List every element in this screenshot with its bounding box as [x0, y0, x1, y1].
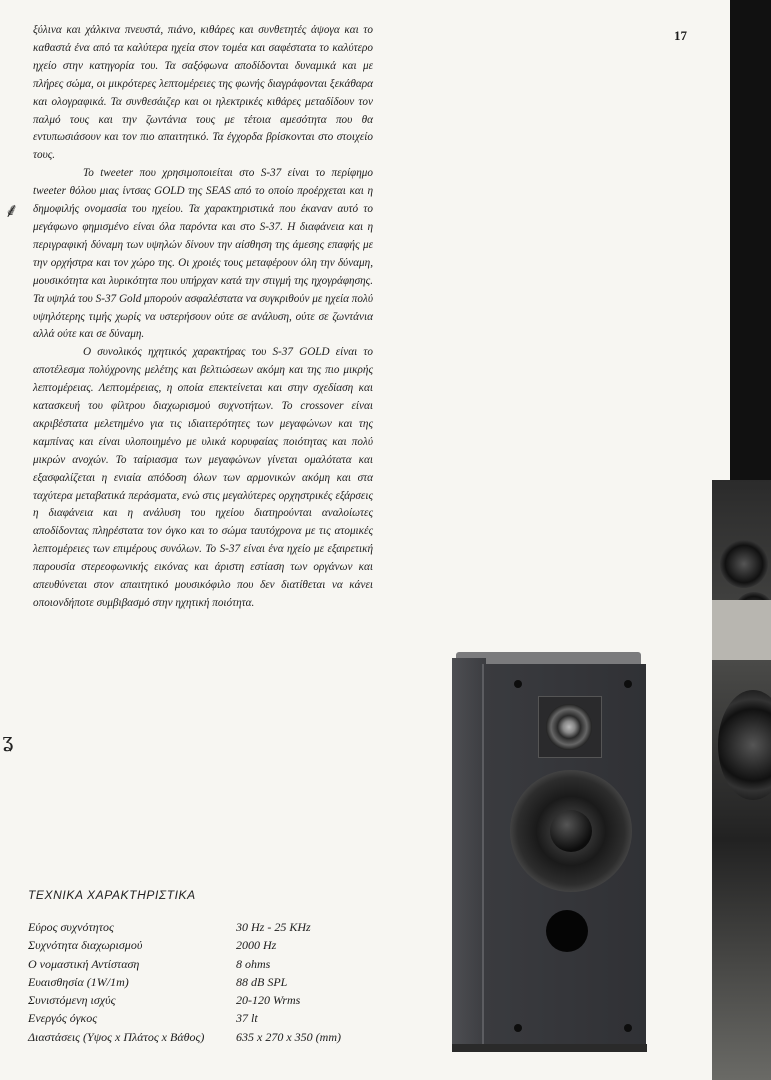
bass-port-icon	[546, 910, 588, 952]
article-paragraph: ξύλινα και χάλκινα πνευστά, πιάνο, κιθάρες και συνθετητές άψογα και το καθαστά ένα από τα καλύτερα ηχεία στον τομέα και σαφέστατα το καλύτερο ηχείο στην κατηγορία του. Τα σαξόφωνα αποδίδονται δυναμικά και με πλήρες σώμα, οι μικρότερες λεπτομέρειες της φωνής διαγράφονται ξεκάθαρα και ολογραφικά. Τα συνθεσάιζερ και οι ηλεκτρικές κιθάρες μεταδίδουν τον παλμό τους και την ζωντάνια τους με τέτοια αμεσότητα που θα εντυπωσιάσουν και τον πιο απαιτητικό. Τα έγχορδα βρίσκονται στο στοιχείο τους.	[33, 24, 373, 162]
spec-label: Συνιστόμενη ισχύς	[28, 993, 116, 1008]
spec-row	[28, 993, 428, 1011]
speaker-closeup-photo	[712, 0, 771, 1080]
specs-table	[28, 920, 428, 1048]
article-paragraph: Το tweeter που χρησιμοποιείται στο S-37 είναι το περίφημο tweeter θόλου μιας ίντσας GOLD της SEAS από το οποίο προέρχεται και η δημοφιλής ονομασία του ηχείου. Τα χαρακτηριστικά που έκαναν αυτό το μεγάφωνο φημισμένο είναι όλα παρόντα και στο S-37. Η διαφάνεια και η περιγραφική δύναμη των υψηλών δίνουν την αίσθηση της άμεσης επαφής με την ορχήστρα και τον χώρο της. Οι χροιές τους μεταφέρουν όλη την δύναμη, μουσικότητα και λυρικότητα που υπήρχαν κατά την στιγμή της ηχογράφησης. Τα υψηλά του S-37 Gold μπορούν ασφαλέστατα να συγκριθούν με ηχεία πολύ υψηλότερης τιμής χωρίς να υστερήσουν ούτε σε ανάλυση, ούτε σε ζωντάνια αλλά ούτε και σε δύναμη.	[33, 167, 373, 341]
specs-title: ΤΕΧΝΙΚΑ ΧΑΡΑΚΤΗΡΙΣΤΙΚΑ	[28, 888, 196, 902]
spec-label: Συχνότητα διαχωρισμού	[28, 938, 143, 953]
spec-value: 2000 Hz	[236, 938, 277, 953]
article-body	[33, 22, 373, 613]
spec-label: Διαστάσεις (Υψος x Πλάτος x Βάθος)	[28, 1029, 205, 1044]
spec-row	[28, 957, 428, 975]
spec-value: 8 ohms	[236, 956, 271, 971]
spec-label: Ευαισθησία (1W/1m)	[28, 974, 129, 989]
page-number: 17	[674, 28, 687, 43]
binding-mark-icon: ʓ	[2, 728, 14, 752]
spec-value: 30 Hz - 25 KHz	[236, 920, 311, 934]
spec-row	[28, 920, 428, 938]
article-paragraph: Ο συνολικός ηχητικός χαρακτήρας του S-37 GOLD είναι το αποτέλεσμα πολύχρονης μελέτης και βελτιώσεων ακόμη και της πιο μικρής λεπτομέρειας. Λεπτομέρειας, η οποία επεκτείνεται και στην σχεδίαση και κατασκευή του φίλτρου διαχωρισμού συχνοτήτων. Το crossover είναι ακριβέστατα μελετημένο για τις ιδιαιτερότητες των μεγαφώνων και της καμπίνας και είναι υλοποιημένο με υλικά κορυφαίας ποιότητας και πολύ μικρών ανοχών. Το ταίριασμα των μεγαφώνων γίνεται ομαλότατα και εξασφαλίζεται η ενιαία απόδοση όλων των αρμονικών ακόμη και στα ταχύτερα μεταβατικά περάσματα, ενώ στις μεγαλύτερες ορχηστρικές εξάρσεις η διαφάνεια και η ανάλυση του ηχείου διατηρούνται αναλοίωτες αποδίδοντας πληρέστατα τον όγκο και το σώμα ταυτόχρονα με τις ατομικές λεπτομέρειες των επιμέρους συνόλων. Το S-37 είναι ένα ηχείο με εξαιρετική παρουσία στερεοφωνικής εικόνας και άριστη εστίαση των οργάνων και απευθύνεται στον απαιτητικό μουσικόφιλο που δεν διατίθεται να κάνει οποιονδήποτε συμβιβασμό στην ηχητική ποιότητα.	[33, 346, 373, 609]
spec-value: 88 dB SPL	[236, 974, 288, 989]
spec-label: Ενεργός όγκος	[28, 1011, 98, 1026]
binding-mark-icon: ⸙	[4, 198, 19, 222]
spec-row	[28, 938, 428, 956]
spec-row	[28, 1030, 428, 1048]
speaker-cabinet-illustration	[452, 652, 647, 1052]
spec-row	[28, 975, 428, 993]
spec-row	[28, 1011, 428, 1029]
spec-value: 20-120 Wrms	[236, 993, 301, 1008]
tweeter-icon	[546, 704, 592, 750]
spec-value: 37 lt	[236, 1011, 258, 1026]
spec-value: 635 x 270 x 350 (mm)	[236, 1029, 341, 1044]
spec-label: Ο νομαστική Αντίσταση	[28, 956, 140, 971]
spec-label: Εύρος συχνότητος	[28, 920, 114, 934]
